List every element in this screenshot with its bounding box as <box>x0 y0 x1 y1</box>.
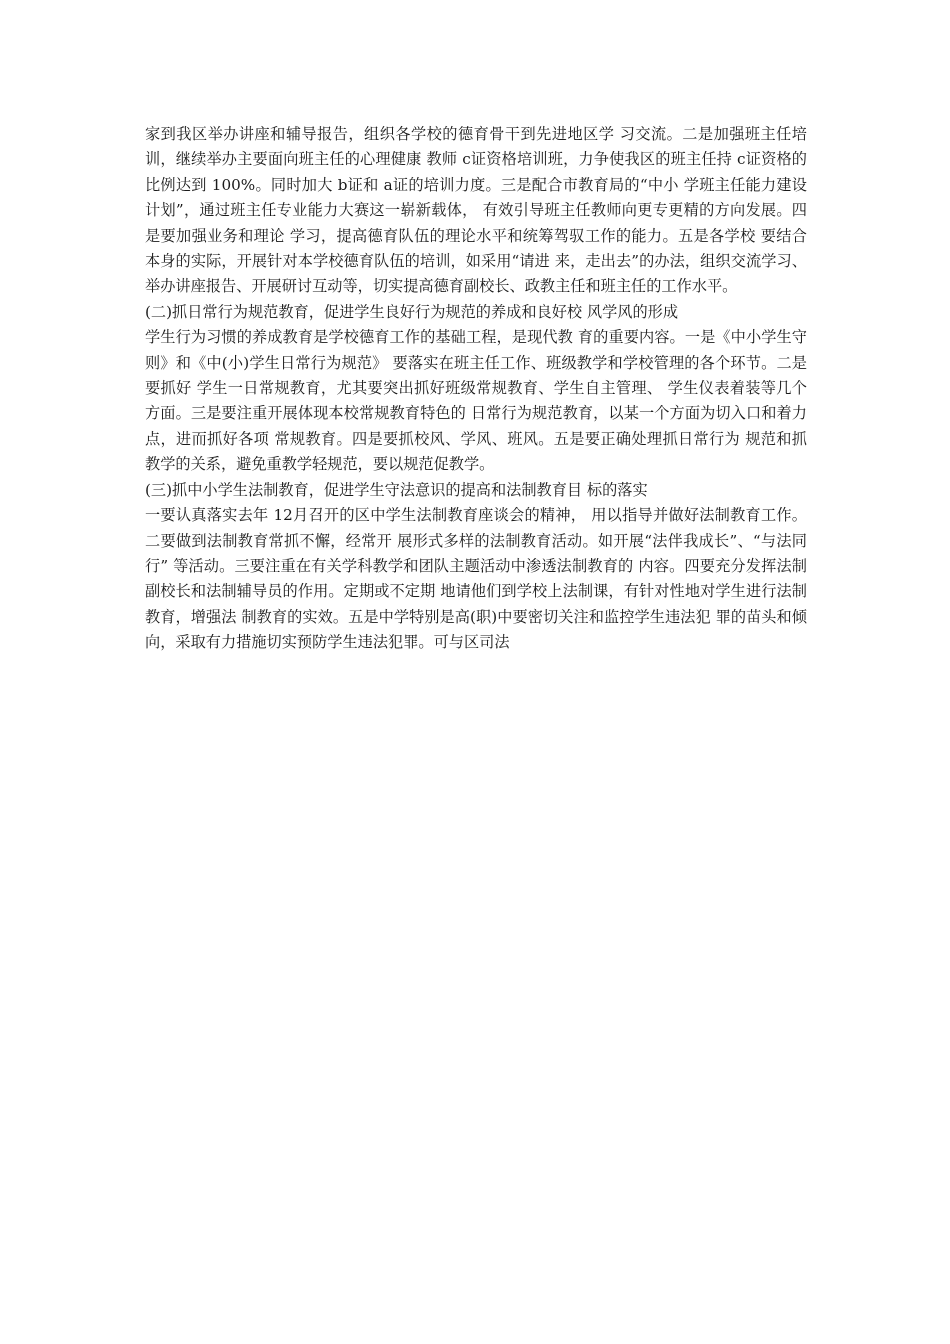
body-paragraph: 家到我区举办讲座和辅导报告，组织各学校的德育骨干到先进地区学 习交流。二是加强班主任培训，继续举办主要面向班主任的心理健康 教师 c证资格培训班，力争使我区的班主任持 c证资格的比例达到 100%。同时加大 b证和 a证的培训力度。三是配合市教育局的“中小 学班主任能力建设计划”，通过班主任专业能力大赛这一崭新载体， 有效引导班主任教师向更专更精的方向发展。四是要加强业务和理论 学习，提高德育队伍的理论水平和统筹驾驭工作的能力。五是各学校 要结合本身的实际，开展针对本学校德育队伍的培训，如采用“请进 来，走出去”的办法，组织交流学习、举办讲座报告、开展研讨互动等，切实提高德育副校长、政教主任和班主任的工作水平。 <box>145 125 807 296</box>
section-heading: (二)抓日常行为规范教育，促进学生良好行为规范的养成和良好校 风学风的形成 <box>145 302 679 321</box>
body-paragraph: 一要认真落实去年 12月召开的区中学生法制教育座谈会的精神， 用以指导并做好法制教育工作。二要做到法制教育常抓不懈，经常开 展形式多样的法制教育活动。如开展“法伴我成长”、“与法同行” 等活动。三要注重在有关学科教学和团队主题活动中渗透法制教育的 内容。四要充分发挥法制副校长和法制辅导员的作用。定期或不定期 地请他们到学校上法制课，有针对性地对学生进行法制教育，增强法 制教育的实效。五是中学特别是高(职)中要密切关注和监控学生违法犯 罪的苗头和倾向，采取有力措施切实预防学生违法犯罪。可与区司法 <box>145 506 807 652</box>
document-body <box>145 122 807 656</box>
section-heading: (三)抓中小学生法制教育，促进学生守法意识的提高和法制教育目 标的落实 <box>145 480 648 499</box>
body-paragraph: 学生行为习惯的养成教育是学校德育工作的基础工程，是现代教 育的重要内容。一是《中小学生守则》和《中(小)学生日常行为规范》 要落实在班主任工作、班级教学和学校管理的各个环节。二是要抓好 学生一日常规教育，尤其要突出抓好班级常规教育、学生自主管理、 学生仪表着装等几个方面。三是要注重开展体现本校常规教育特色的 日常行为规范教育，以某一个方面为切入口和着力点，进而抓好各项 常规教育。四是要抓校风、学风、班风。五是要正确处理抓日常行为 规范和抓教学的关系，避免重教学轻规范，要以规范促教学。 <box>145 328 807 474</box>
